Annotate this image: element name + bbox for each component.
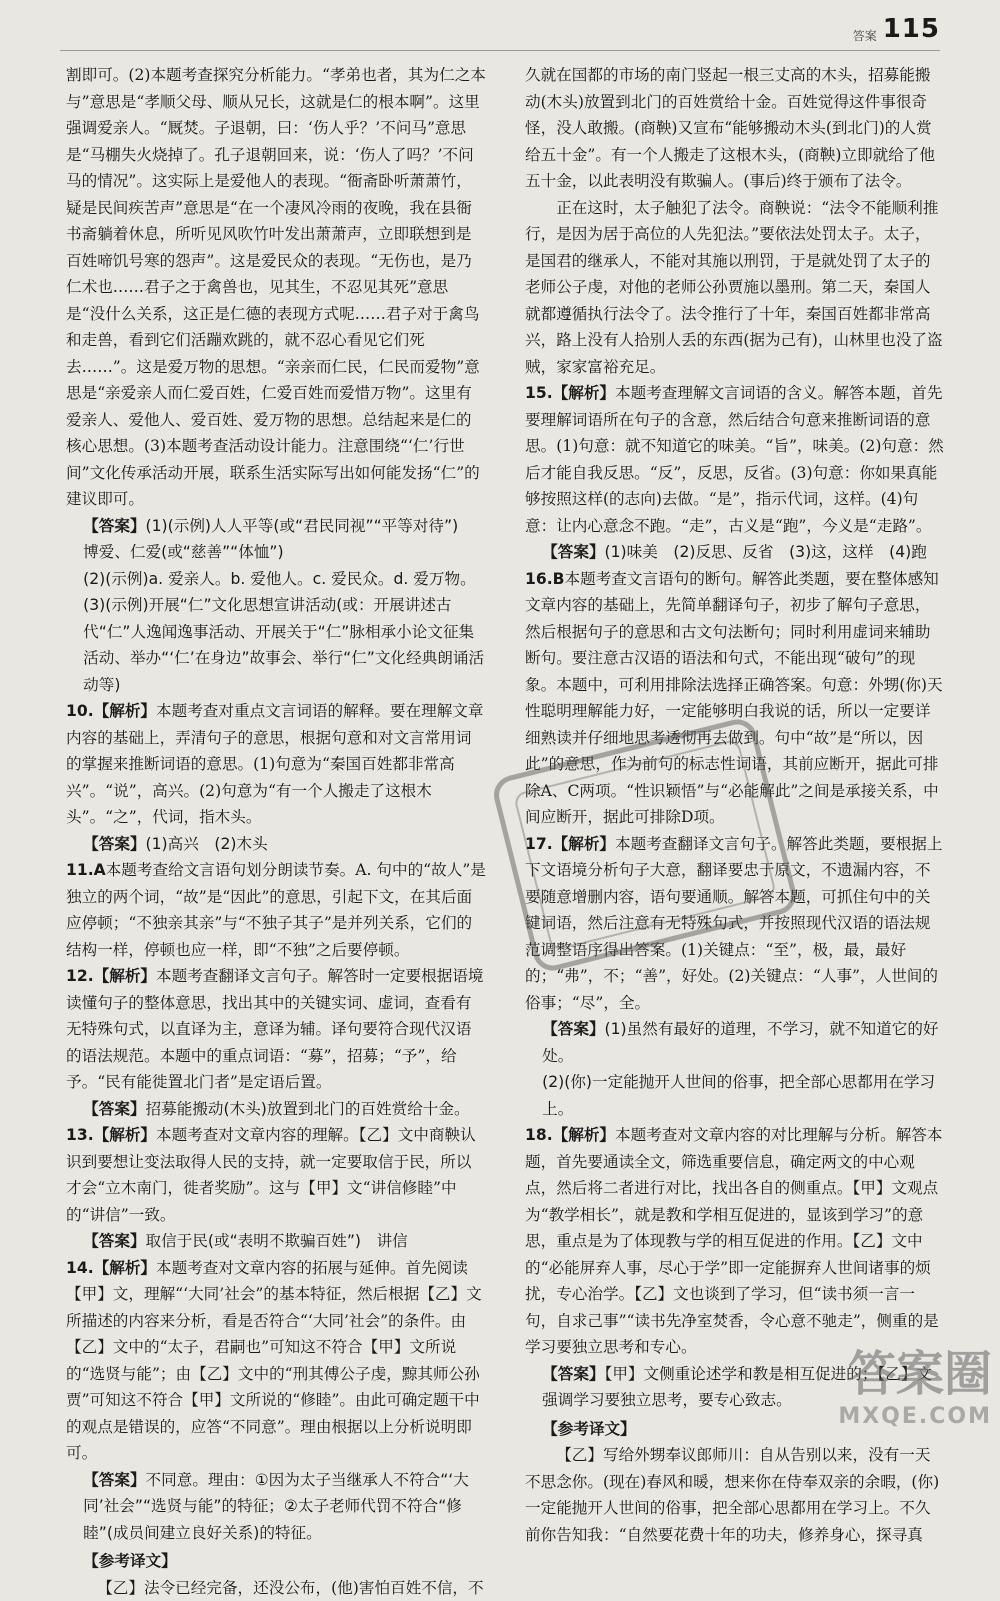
question-number: 13. bbox=[66, 1126, 94, 1144]
question-number: 10. bbox=[66, 702, 94, 720]
answer-subline bbox=[66, 566, 486, 593]
explanation-paragraph bbox=[525, 62, 945, 195]
page-number: 115 bbox=[883, 14, 940, 44]
section-tag: 【解析】 bbox=[94, 1126, 156, 1144]
question-item bbox=[66, 1255, 486, 1467]
answer-text: 取信于民(或“表明不欺骗百姓”) 讲信 bbox=[146, 1232, 408, 1250]
question-number: 16. bbox=[525, 570, 553, 588]
answer-tag: 【答案】 bbox=[542, 1020, 604, 1038]
section-tag: A bbox=[94, 861, 106, 879]
item-text: 本题考查对文章内容的对比理解与分析。解答本题，首先要通读全文，筛选重要信息，确定两文的中心观点，然后将二者进行对比，找出各自的侧重点。【甲】文观点为“教学相长”，就是教和学相互促进的，显该到学习”的意思，重点是为了体现教与学的相互促进的作用。【乙】文中的“必能屏弃人事，尽心于学”即一定能摒弃人世间诸事的烦扰，专心治学。【乙】文也谈到了学习，但“读书须一言一句，自求己事”“读书先净室焚香，令心意不驰走”，侧重的是学习要独立思考和专心。 bbox=[525, 1126, 943, 1356]
answer-line bbox=[66, 513, 486, 566]
section-tag: B bbox=[553, 570, 565, 588]
item-text: 本题考查对文章内容的拓展与延伸。首先阅读【甲】文，理解“‘大同’社会”的基本特征，然后根据【乙】文所描述的内容来分析，看是否符合“‘大同’社会”的条件。由【乙】文中的“太子，君嗣也”可知这不符合【甲】文所说的“选贤与能”；由【乙】文中的“刑其傅公子虔，黥其师公孙贾”可知这不符合【甲】文所说的“修睦”。由此可确定题干中的观点是错误的，应答“不同意”。理由根据以上分析说明即可。 bbox=[66, 1259, 482, 1463]
answer-text: (1)(示例)人人平等(或“君民同视”“平等对待”) 博爱、仁爱(或“慈善”“体恤”) bbox=[83, 517, 474, 562]
item-text: 本题考查理解文言词语的含义。解答本题，首先要理解词语所在句子的含意，然后结合句意来推断词语的意思。(1)句意：就不知道它的味美。“旨”，味美。(2)句意：然后才能自我反思。“反”，反思，反省。(3)句意：你如果真能够按照这样(的志向)去做。“是”，指示代词，这样。(4)句意：让内心意念不跑。“走”，古义是“跑”，今义是“走路”。 bbox=[525, 384, 944, 535]
item-text: 本题考查对文章内容的理解。【乙】文中商鞅认识到要想让变法取得人民的支持，就一定要取信于民，所以才会“立木南门，徙者奖励”。这与【甲】文“讲信修睦”中的“讲信”一致。 bbox=[66, 1126, 476, 1224]
answer-subline bbox=[525, 1069, 945, 1122]
answer-tag: 【答案】 bbox=[83, 1232, 145, 1250]
question-item bbox=[66, 963, 486, 1096]
site-watermark bbox=[838, 1335, 992, 1429]
reference-translation-heading bbox=[66, 1548, 486, 1575]
paragraph-text: 【乙】法令已经完备，还没公布，(他)害怕百姓不信，不 bbox=[97, 1579, 483, 1597]
answer-subline bbox=[66, 592, 486, 698]
question-number: 17. bbox=[525, 835, 553, 853]
answer-line bbox=[525, 539, 945, 566]
item-text: 本题考查对重点文言词语的解释。要在理解文章内容的基础上，弄清句子的意思，根据句意和对文言常用词的掌握来推断词语的意思。(1)句意为“秦国百姓都非常高兴”。“说”，高兴。(2)句意为“有一个人搬走了这根木头”。“之”，代词，指木头。 bbox=[66, 702, 484, 826]
section-tag: 【解析】 bbox=[553, 835, 615, 853]
question-number: 12. bbox=[66, 967, 94, 985]
question-item bbox=[66, 698, 486, 831]
reference-title: 【参考译文】 bbox=[542, 1420, 636, 1438]
question-item bbox=[525, 1122, 945, 1361]
answer-line bbox=[66, 1467, 486, 1547]
item-text: 本题考查翻译文言句子。解答时一定要根据语境读懂句子的整体意思，找出其中的关键实词、虚词，查看有无特殊句式，以直译为主，意译为辅。译句要符合现代汉语的语法规范。本题中的重点词语：“募”，招募；“予”，给予。“民有能徙置北门者”是定语后置。 bbox=[66, 967, 484, 1091]
left-column bbox=[66, 62, 486, 1382]
section-tag: 【解析】 bbox=[94, 967, 156, 985]
header-label: 答案 bbox=[853, 27, 877, 44]
answer-tag: 【答案】 bbox=[83, 1471, 145, 1489]
answer-line bbox=[525, 1016, 945, 1069]
watermark-brand: 答案圈 bbox=[848, 1335, 992, 1404]
section-tag: 【解析】 bbox=[94, 702, 156, 720]
question-item bbox=[66, 857, 486, 963]
translation-paragraph bbox=[525, 195, 945, 381]
right-column bbox=[525, 62, 945, 1382]
section-tag: 【解析】 bbox=[553, 1126, 615, 1144]
answer-text: 不同意。理由：①因为太子当继承人不符合“‘大同’社会”“选贤与能”的特征；②太子老师代罚不符合“修睦”(成员间建立良好关系)的特征。 bbox=[83, 1471, 469, 1542]
section-tag: 【解析】 bbox=[553, 384, 615, 402]
answer-text: 【甲】文侧重论述学和教是相互促进的；【乙】文强调学习要独立思考，要专心致志。 bbox=[542, 1365, 932, 1410]
answer-tag: 【答案】 bbox=[542, 543, 604, 561]
question-number: 15. bbox=[525, 384, 553, 402]
question-number: 18. bbox=[525, 1126, 553, 1144]
paragraph-text: 割即可。(2)本题考查探究分析能力。“孝弟也者，其为仁之本与”意思是“孝顺父母、顺从兄长，这就是仁的根本啊”。这里强调爱亲人。“厩焚。子退朝，曰：‘伤人乎？’不问马”意思是“马棚失火烧掉了。孔子退朝回来，说：‘伤人了吗？’不问马的情况”。这实际上是爱他人的表现。“衙斋卧听萧萧竹，疑是民间疾苦声”意思是“在一个凄风冷雨的夜晚，我在县衙书斋躺着休息，所听见风吹竹叶发出萧萧声，立即联想到是百姓啼饥号寒的怨声”。这是爱民众的表现。“无伤也，是乃仁术也……君子之于禽兽也，见其生，不忍见其死”意思是“没什么关系，这正是仁德的表现方式呢……君子对于禽鸟和走兽，看到它们活蹦欢跳的，就不忍心看见它们死去……”。这是爱万物的思想。“亲亲而仁民，仁民而爱物”意思是“亲爱亲人而仁爱百姓，仁爱百姓而爱惜万物”。这里有爱亲人、爱他人、爱百姓、爱万物的思想。总结起来是仁的核心思想。(3)本题考查活动设计能力。注意围绕“‘仁’行世间”文化传承活动开展，联系生活实际写出如何能发扬“仁”的建议即可。 bbox=[66, 66, 486, 508]
question-item bbox=[525, 380, 945, 539]
item-text: 本题考查翻译文言句子。解答此类题，要根据上下文语境分析句子大意，翻译要忠于原文，不遗漏内容，不要随意增删内容，语句要通顺。解答本题，可抓住句中的关键词语，然后注意有无特殊句式，并按照现代汉语的语法规范调整语序得出答案。(1)关键点：“至”，极，最，最好的；“弗”，不；“善”，好处。(2)关键点：“人事”，人世间的俗事；“尽”，全。 bbox=[525, 835, 943, 1012]
page-header bbox=[853, 14, 940, 44]
answer-text: 招募能搬动(木头)放置到北门的百姓赏给十金。 bbox=[146, 1100, 470, 1118]
header-rule bbox=[60, 50, 940, 51]
answer-tag: 【答案】 bbox=[542, 1365, 604, 1383]
subline-text: (2)(示例)a. 爱亲人。b. 爱他人。c. 爱民众。d. 爱万物。 bbox=[83, 570, 476, 588]
item-text: 本题考查给文言语句划分朗读节奏。A. 句中的“故人”是独立的两个词，“故”是“因此”的意思，引起下文，在其后面应停顿；“不独亲其亲”与“不独子其子”是并列关系，它们的结构一样，停顿也应一样，即“不独”之后要停顿。 bbox=[66, 861, 486, 959]
question-item bbox=[66, 1122, 486, 1228]
answer-text: (1)高兴 (2)木头 bbox=[146, 835, 268, 853]
paragraph-text: 久就在国都的市场的南门竖起一根三丈高的木头，招募能搬动(木头)放置到北门的百姓赏给十金。百姓觉得这件事很奇怪，没人敢搬。(商鞅)又宣布“能够搬动木头(到北门)的人赏给五十金”。有一个人搬走了这根木头，(商鞅)立即就给了他五十金，以此表明没有欺骗人。(事后)终于颁布了法令。 bbox=[525, 66, 935, 190]
explanation-paragraph bbox=[66, 62, 486, 513]
subline-text: (2)(你)一定能抛开人世间的俗事，把全部心思都用在学习上。 bbox=[542, 1073, 935, 1118]
section-tag: 【解析】 bbox=[94, 1259, 156, 1277]
answer-line bbox=[66, 1228, 486, 1255]
translation-paragraph bbox=[525, 1442, 945, 1548]
answer-tag: 【答案】 bbox=[83, 517, 145, 535]
answer-tag: 【答案】 bbox=[83, 1100, 145, 1118]
paragraph-text: 正在这时，太子触犯了法令。商鞅说：“法令不能顺利推行，是因为居于高位的人先犯法。”要依法处罚太子。太子，是国君的继承人，不能对其施以刑罚，于是就处罚了太子的老师公子虔，对他的老师公孙贾施以墨刑。第二天，秦国人就都遵循执行法令了。法令推行了十年，秦国百姓都非常高兴，路上没有人拾别人丢的东西(据为己有)，山林里也没了盗贼，家家富裕充足。 bbox=[525, 199, 943, 376]
answer-line bbox=[66, 1096, 486, 1123]
watermark-url: MXQE.COM bbox=[838, 1404, 992, 1429]
question-number: 11. bbox=[66, 861, 94, 879]
reference-title: 【参考译文】 bbox=[83, 1552, 177, 1570]
answer-tag: 【答案】 bbox=[83, 835, 145, 853]
question-item bbox=[525, 831, 945, 1017]
paragraph-text: 【乙】写给外甥奉议郎师川：自从告别以来，没有一天不思念你。(现在)春风和暖，想来你在侍奉双亲的余暇，(你)一定能抛开人世间的俗事，把全部心思都用在学习上。不久前你告知我：“自然要花费十年的功夫，修养身心，探寻真 bbox=[525, 1446, 939, 1544]
answer-text: (1)味美 (2)反思、反省 (3)这，这样 (4)跑 bbox=[605, 543, 927, 561]
translation-paragraph bbox=[66, 1575, 486, 1601]
question-number: 14. bbox=[66, 1259, 94, 1277]
answer-text: (1)虽然有最好的道理，不学习，就不知道它的好处。 bbox=[542, 1020, 938, 1065]
item-text: 本题考查文言语句的断句。解答此类题，要在整体感知文章内容的基础上，先简单翻译句子，初步了解句子意思，然后根据句子的意思和古文句法断句；同时利用虚词来辅助断句。要注意古汉语的语法和句式，不能出现“破句”的现象。本题中，可利用排除法选择正确答案。句意：外甥(你)天性聪明理解能力好，一定能够明白我说的话，所以一定要详细熟读并仔细地思考透彻再去做到。句中“故”是“所以，因此”的意思，作为前句的标志性词语，其前应断开，据此可排除A、C两项。“性识颖悟”与“必能解此”之间是承接关系，中间应断开，据此可排除D项。 bbox=[525, 570, 943, 827]
answer-line bbox=[66, 831, 486, 858]
subline-text: (3)(示例)开展“仁”文化思想宣讲活动(或：开展讲述古代“仁”人逸闻逸事活动、开展关于“仁”脉相承小论文征集活动、举办“‘仁’在身边”故事会、举行“仁”文化经典朗诵活动等) bbox=[83, 596, 484, 694]
question-item bbox=[525, 566, 945, 831]
